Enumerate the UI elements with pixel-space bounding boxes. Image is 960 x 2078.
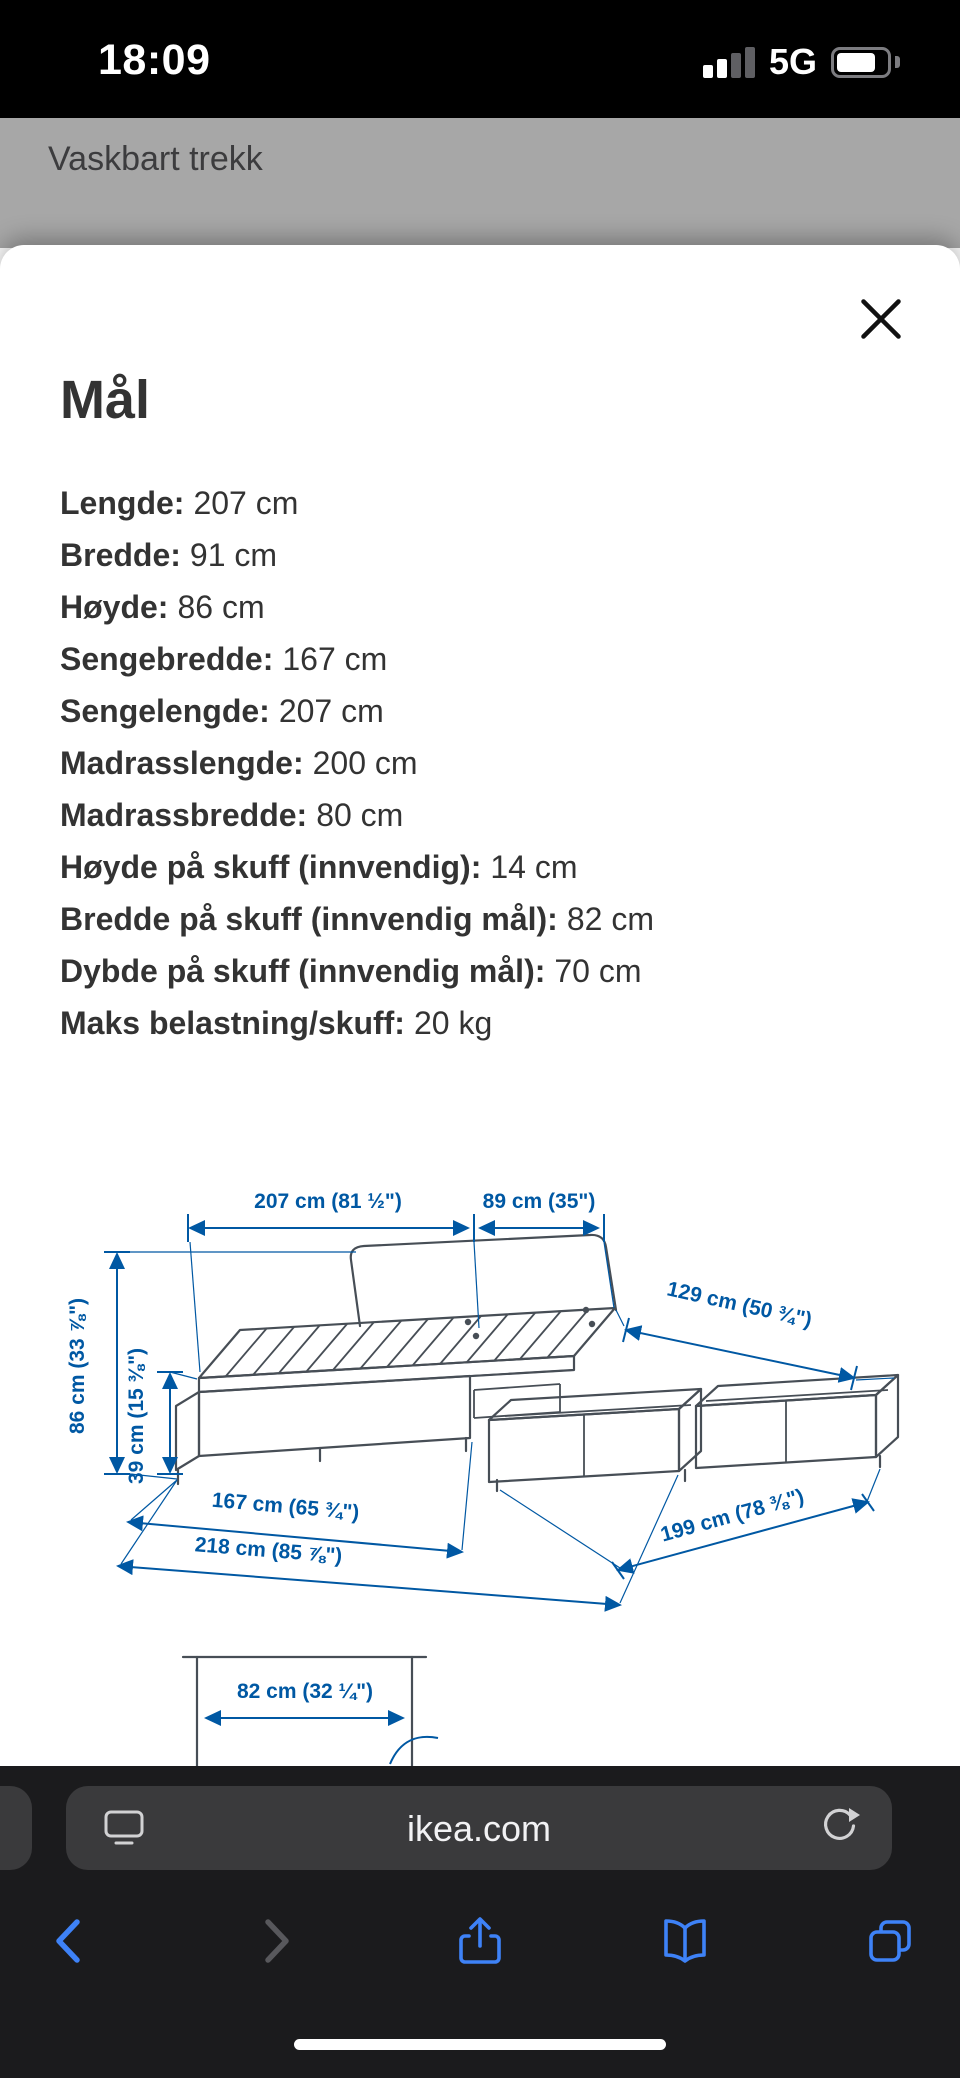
dimension-label-length: 207 cm (81 ½"): [254, 1190, 402, 1213]
measurement-row: Dybde på skuff (innvendig mål): 70 cm: [60, 953, 642, 989]
modal-title: Mål: [60, 370, 151, 430]
measurement-row: Bredde: 91 cm: [60, 537, 278, 573]
measurement-row: Lengde: 207 cm: [60, 485, 299, 521]
measurement-row: Sengelengde: 207 cm: [60, 693, 384, 729]
measurement-row: Høyde: 86 cm: [60, 589, 265, 625]
adjacent-tab-stub[interactable]: [0, 1786, 32, 1870]
reload-button[interactable]: [816, 1808, 860, 1851]
partial-dimension-curve: [390, 1737, 438, 1764]
network-type: 5G: [768, 41, 817, 82]
share-button[interactable]: [450, 1912, 510, 1972]
daybed-drawing: [176, 1235, 898, 1491]
measurement-row: Madrassbredde: 80 cm: [60, 797, 404, 833]
share-icon: [452, 1913, 508, 1969]
measurement-row: Sengebredde: 167 cm: [60, 641, 388, 677]
status-icons: [703, 42, 900, 82]
dimension-label-extended: 129 cm (50 ¾"): [664, 1277, 815, 1332]
status-bar: [0, 0, 960, 118]
signal-strength-icon: [703, 46, 755, 78]
bed-dimension-diagram: [0, 1180, 960, 1620]
dimension-label-back: 89 cm (35"): [482, 1190, 596, 1213]
home-indicator[interactable]: [294, 2039, 666, 2050]
bookmarks-button[interactable]: [655, 1912, 715, 1972]
battery-icon: [831, 47, 891, 78]
status-time: 18:09: [98, 36, 211, 84]
measurement-row: Maks belastning/skuff: 20 kg: [60, 1005, 493, 1041]
safari-toolbar: [0, 1766, 960, 2078]
battery-nub: [895, 56, 900, 68]
close-icon: [856, 294, 906, 344]
dimension-label-width-extended: 167 cm (65 ¾"): [210, 1488, 361, 1525]
measurement-row: Høyde på skuff (innvendig): 14 cm: [60, 849, 578, 885]
dimension-label-drawer-ext: 199 cm (78 ⅜"): [658, 1484, 807, 1547]
measurement-row: Madrasslengde: 200 cm: [60, 745, 418, 781]
forward-icon: [247, 1913, 303, 1969]
navigation-toolbar: [0, 1912, 960, 1972]
book-icon: [657, 1913, 713, 1969]
dimension-label-drawer-width: 82 cm (32 ¼"): [236, 1680, 374, 1703]
dimension-label-total: 218 cm (85 ⅞"): [193, 1533, 344, 1568]
measurement-row: Bredde på skuff (innvendig mål): 82 cm: [60, 901, 654, 937]
back-button[interactable]: [40, 1912, 100, 1972]
url-text: ikea.com: [406, 1808, 552, 1849]
close-button[interactable]: [852, 291, 910, 349]
measurements-list: [60, 477, 900, 1049]
dimension-label-height: 86 cm (33 ⅞"): [66, 1297, 89, 1435]
reload-icon: [816, 1808, 860, 1848]
dimension-label-frame-height: 39 cm (15 ⅜"): [125, 1347, 148, 1485]
tabs-button[interactable]: [860, 1912, 920, 1972]
tabs-icon: [862, 1913, 918, 1969]
forward-button[interactable]: [245, 1912, 305, 1972]
background-page-text: Vaskbart trekk: [48, 140, 263, 178]
url-bar[interactable]: [66, 1786, 892, 1870]
drawer-dimension-diagram: [0, 1652, 960, 1778]
back-icon: [42, 1913, 98, 1969]
background-page: [0, 118, 960, 248]
